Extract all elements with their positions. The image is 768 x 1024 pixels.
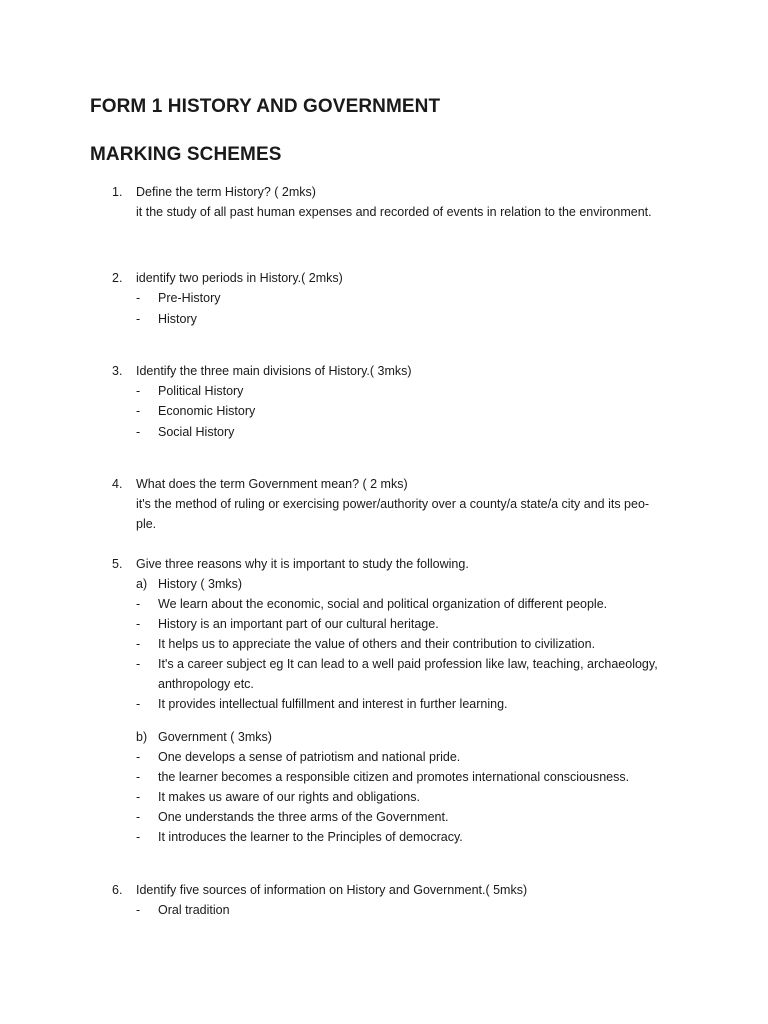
bullet-dash: -: [136, 830, 141, 844]
question-number: 4.: [112, 477, 123, 491]
question-text: Define the term History? ( 2mks): [136, 185, 316, 199]
answer-text: it's the method of ruling or exercising power/authority over a county/a state/a city and its peo-: [136, 497, 650, 511]
bullet-dash: -: [136, 790, 141, 804]
question-number: 6.: [112, 883, 123, 897]
question-number: 2.: [112, 271, 123, 285]
list-item: It provides intellectual fulfillment and interest in further learning.: [158, 697, 508, 711]
question-text: Identify five sources of information on History and Government.( 5mks): [136, 883, 528, 897]
bullet-dash: -: [136, 597, 141, 611]
list-item: It helps us to appreciate the value of others and their contribution to civilization.: [158, 637, 596, 651]
document-subtitle: MARKING SCHEMES: [90, 144, 282, 165]
list-item: History is an important part of our cultural heritage.: [158, 617, 439, 631]
list-item: Oral tradition: [158, 903, 230, 917]
list-item: Pre-History: [158, 291, 221, 305]
question-text: Give three reasons why it is important to study the following.: [136, 557, 469, 571]
question-number: 1.: [112, 185, 123, 199]
question-text: What does the term Government mean? ( 2 mks): [136, 477, 408, 491]
list-item: Economic History: [158, 404, 256, 418]
bullet-dash: -: [136, 384, 141, 398]
list-item: It makes us aware of our rights and obligations.: [158, 790, 420, 804]
list-item: It's a career subject eg It can lead to a well paid profession like law, teaching, archaeology,: [158, 657, 658, 671]
document-title: FORM 1 HISTORY AND GOVERNMENT: [90, 96, 441, 117]
question-text: identify two periods in History.( 2mks): [136, 271, 343, 285]
list-item: the learner becomes a responsible citizen and promotes international consciousness.: [158, 770, 630, 784]
sub-question-label: b): [136, 730, 148, 744]
answer-text: it the study of all past human expenses and recorded of events in relation to the environment.: [136, 205, 652, 219]
bullet-dash: -: [136, 903, 141, 917]
question-number: 5.: [112, 557, 123, 571]
bullet-dash: -: [136, 425, 141, 439]
answer-text: ple.: [136, 517, 157, 531]
bullet-dash: -: [136, 697, 141, 711]
sub-question-title: Government ( 3mks): [158, 730, 272, 744]
list-item: One understands the three arms of the Government.: [158, 810, 449, 824]
list-item: Social History: [158, 425, 235, 439]
bullet-dash: -: [136, 750, 141, 764]
bullet-dash: -: [136, 617, 141, 631]
question-number: 3.: [112, 364, 123, 378]
list-item: We learn about the economic, social and political organization of different people.: [158, 597, 608, 611]
list-item: One develops a sense of patriotism and national pride.: [158, 750, 461, 764]
bullet-dash: -: [136, 637, 141, 651]
bullet-dash: -: [136, 657, 141, 671]
sub-question-label: a): [136, 577, 148, 591]
list-item: History: [158, 312, 197, 326]
bullet-dash: -: [136, 770, 141, 784]
bullet-dash: -: [136, 810, 141, 824]
sub-question-title: History ( 3mks): [158, 577, 243, 591]
bullet-dash: -: [136, 312, 141, 326]
bullet-dash: -: [136, 291, 141, 305]
list-item: It introduces the learner to the Principles of democracy.: [158, 830, 463, 844]
list-item: Political History: [158, 384, 244, 398]
list-item-continuation: anthropology etc.: [158, 677, 254, 691]
bullet-dash: -: [136, 404, 141, 418]
question-text: Identify the three main divisions of History.( 3mks): [136, 364, 412, 378]
